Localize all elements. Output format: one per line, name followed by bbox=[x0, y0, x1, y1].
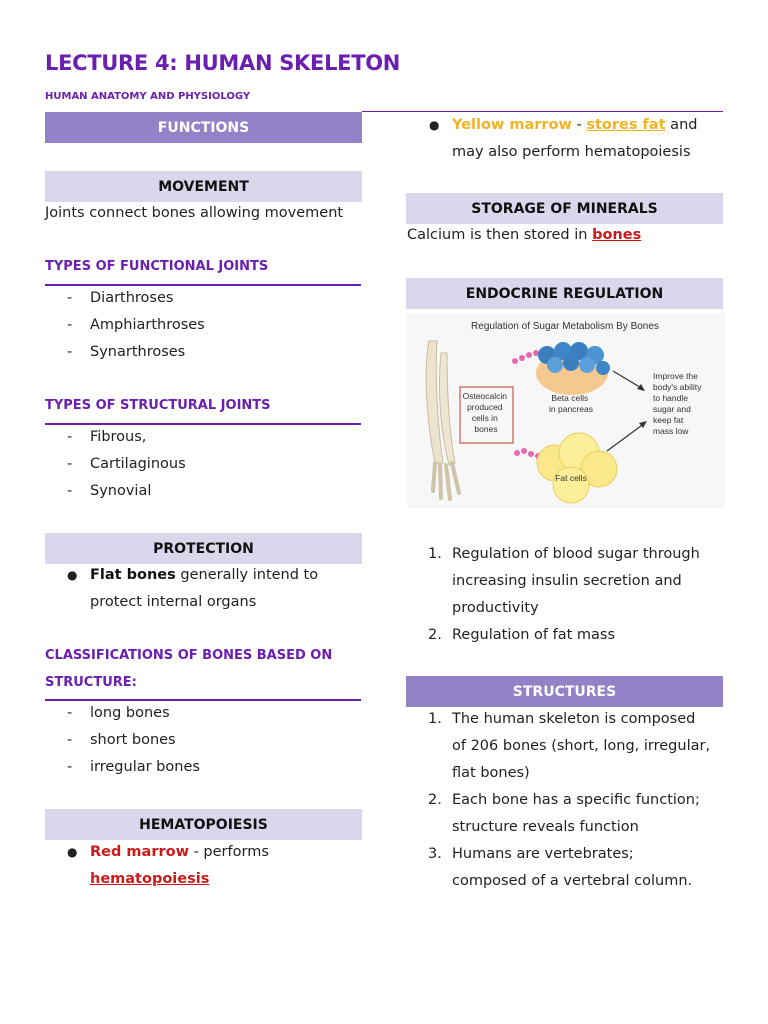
dash-marker: - bbox=[67, 705, 73, 721]
storage-text: Calcium is then stored in bones bbox=[407, 227, 642, 243]
dash-marker: - bbox=[67, 290, 73, 306]
movement-banner: MOVEMENT bbox=[45, 171, 362, 202]
beta-cells-label: Beta cells in pancreas bbox=[549, 393, 593, 414]
endocrine-list bbox=[407, 541, 700, 649]
structures-list bbox=[407, 706, 710, 895]
list-item: - short bones bbox=[45, 727, 200, 754]
endocrine-banner: ENDOCRINE REGULATION bbox=[406, 278, 723, 309]
functional-joints-heading: TYPES OF FUNCTIONAL JOINTS bbox=[45, 259, 269, 274]
list-item: - Synarthroses bbox=[45, 339, 205, 366]
list-item: - Fibrous, bbox=[45, 424, 186, 451]
list-item: 3. Humans are vertebrates; composed of a vertebral column. bbox=[428, 846, 693, 889]
list-item: - Diarthroses bbox=[45, 285, 205, 312]
sugar-metabolism-figure bbox=[407, 313, 725, 508]
functional-joints-list bbox=[45, 285, 205, 366]
classifications-heading: CLASSIFICATIONS OF BONES BASED ON bbox=[45, 648, 333, 663]
structural-joints-list bbox=[45, 424, 186, 505]
page-subtitle: HUMAN ANATOMY AND PHYSIOLOGY bbox=[45, 91, 251, 102]
structures-banner: STRUCTURES bbox=[406, 676, 723, 707]
beta-cells-illustration bbox=[536, 342, 610, 395]
dash-marker: - bbox=[67, 344, 73, 360]
structural-joints-heading: TYPES OF STRUCTURAL JOINTS bbox=[45, 398, 271, 413]
storage-banner: STORAGE OF MINERALS bbox=[406, 193, 723, 224]
dash-marker: - bbox=[67, 483, 73, 499]
list-item: - irregular bones bbox=[45, 754, 200, 781]
list-item: - long bones bbox=[45, 700, 200, 727]
flat-bones-bullet: ● Flat bones generally intend to protect internal organs bbox=[45, 562, 318, 616]
list-item: 1. Regulation of blood sugar through increasing insulin secretion and productivity bbox=[428, 546, 700, 616]
fat-cells-label: Fat cells bbox=[555, 473, 587, 483]
list-item: - Cartilaginous bbox=[45, 451, 186, 478]
functions-banner: FUNCTIONS bbox=[45, 112, 362, 143]
list-item: - Amphiarthroses bbox=[45, 312, 205, 339]
figure-title: Regulation of Sugar Metabolism By Bones bbox=[471, 321, 659, 332]
list-item: 1. The human skeleton is composed of 206 bones (short, long, irregular, flat bones) bbox=[428, 711, 711, 781]
dash-marker: - bbox=[67, 456, 73, 472]
dash-marker: - bbox=[67, 759, 73, 775]
dash-marker: - bbox=[67, 732, 73, 748]
protection-banner: PROTECTION bbox=[45, 533, 362, 564]
hematopoiesis-banner: HEMATOPOIESIS bbox=[45, 809, 362, 840]
list-item: 2. Regulation of fat mass bbox=[428, 627, 616, 643]
bullet-dot: ● bbox=[67, 568, 78, 582]
dash-marker: - bbox=[67, 317, 73, 333]
movement-text: Joints connect bones allowing movement bbox=[45, 205, 344, 221]
list-item: 2. Each bone has a specific function; structure reveals function bbox=[428, 792, 700, 835]
bullet-dot: ● bbox=[429, 118, 440, 132]
dash-marker: - bbox=[67, 429, 73, 445]
red-marrow-bullet: ● Red marrow - performs hematopoiesis bbox=[45, 839, 269, 893]
osteocalcin-label: Osteocalcin produced cells in bones bbox=[462, 391, 508, 434]
page-title: LECTURE 4: HUMAN SKELETON bbox=[45, 51, 401, 75]
list-item: - Synovial bbox=[45, 478, 186, 505]
improve-label: Improve the body's ability to handle sugar and keep fat mass low bbox=[653, 371, 702, 436]
bullet-dot: ● bbox=[67, 845, 78, 859]
classifications-heading-line-2: STRUCTURE: bbox=[45, 675, 137, 690]
classifications-list bbox=[45, 700, 200, 781]
yellow-marrow-bullet: ● Yellow marrow - stores fat and may also perform hematopoiesis bbox=[407, 112, 697, 166]
